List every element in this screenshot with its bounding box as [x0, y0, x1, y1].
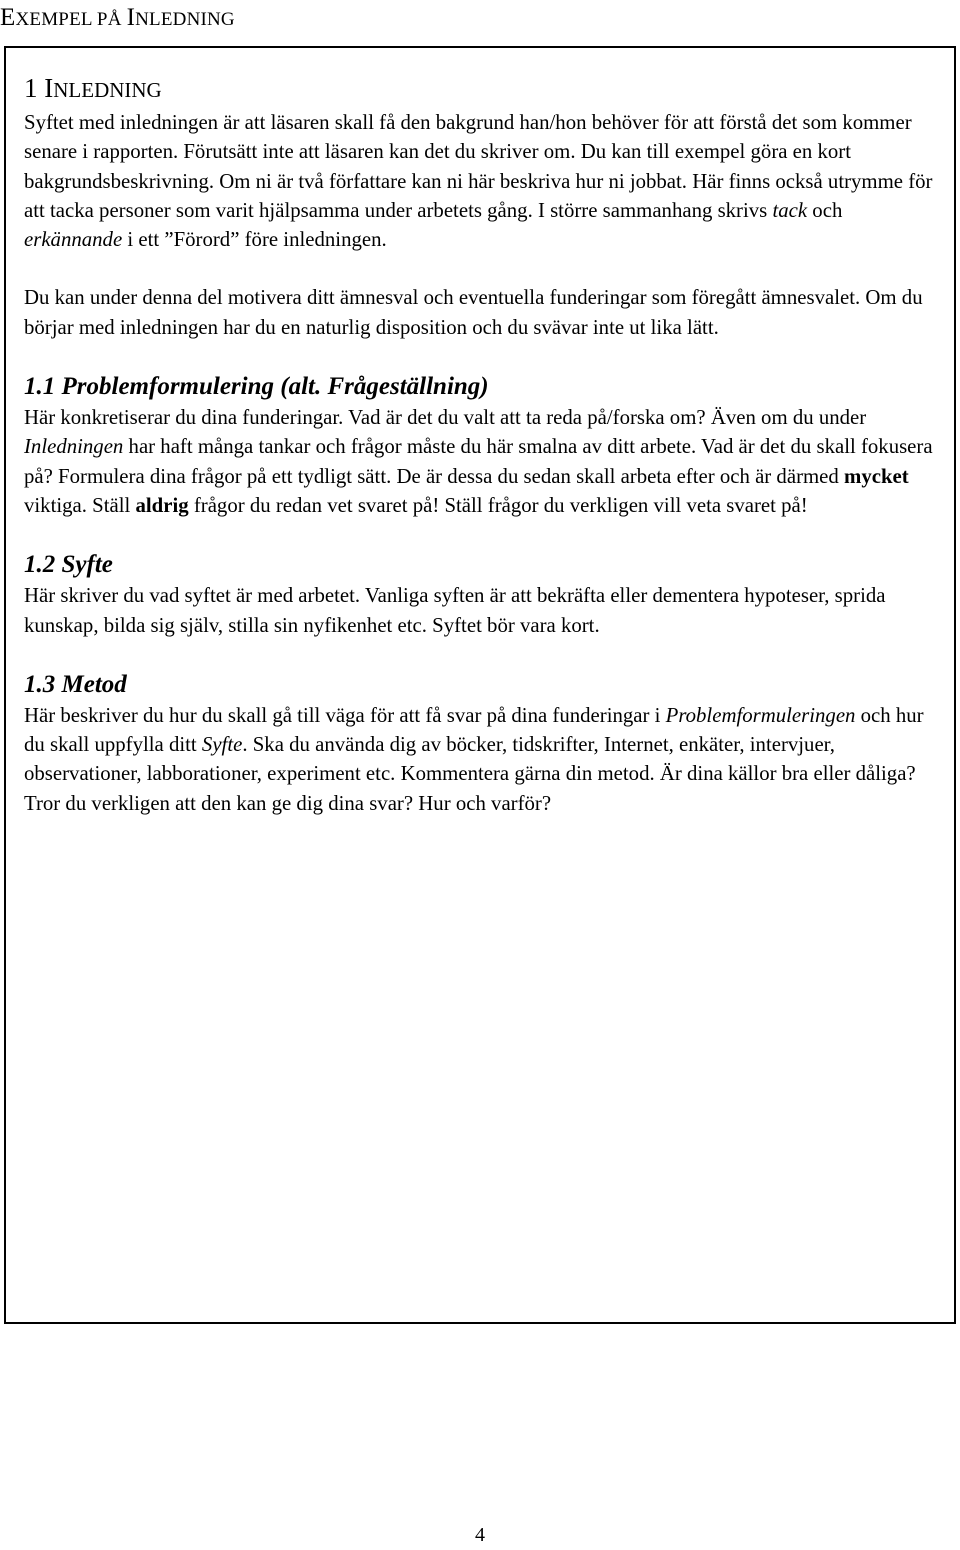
title-part-2: NLEDNING: [135, 9, 235, 30]
title-part-1: XEMPEL PÅ: [15, 9, 127, 30]
title-initial-e: E: [0, 4, 16, 31]
section-1-2-paragraph: Här skriver du vad syftet är med arbetet. Vanliga syften är att bekräfta eller dementera hypoteser, sprida kunskap, bilda sig själv, stilla sin nyfikenhet etc. Syftet bör vara kort.: [24, 584, 886, 637]
text-run: frågor du redan vet svaret på! Ställ frågor du verkligen vill veta svaret på!: [188, 493, 808, 517]
section-1-heading: [24, 70, 936, 108]
text-run: och hur du skall uppfylla ditt: [24, 703, 924, 757]
section-1-1-heading: 1.1 Problemformulering (alt. Frågeställning): [24, 373, 489, 401]
emphasis-tack: tack: [772, 198, 808, 222]
section-1-heading-number: 1 I: [24, 73, 54, 103]
text-run: har haft många tankar och frågor måste du här smalna av ditt arbete. Vad är det du skall fokusera på? Formulera dina frågor på ett tydligt sätt. De är dessa du sedan skall arbeta efter och är därmed: [24, 435, 933, 488]
text-run: och: [807, 198, 843, 222]
emphasis-syfte: Syfte: [201, 733, 243, 757]
section-1-1-paragraph: [24, 403, 936, 520]
section-1-paragraph-2: Du kan under denna del motivera ditt ämnesval och eventuella funderingar som föregått ämnesvalet. Om du börjar med inledningen har du en naturlig disposition och du svävar inte ut lika lätt.: [24, 286, 923, 339]
emphasis-erkannande: erkännande: [24, 228, 123, 252]
text-run: viktiga. Ställ: [24, 493, 136, 517]
text-run: Här beskriver du hur du skall gå till väga för att få svar på dina funderingar i: [24, 703, 666, 727]
text-run: Syftet med inledningen är att läsaren skall få den bakgrund han/hon behöver för att förstå det som kommer senare i rapporten. Förutsätt inte att läsaren kan det du skriver om. Du kan till exempel göra en kort bakgrundsbeskrivning. Om ni är två författare kan ni här beskriva hur ni jobbat. Här finns också utrymme för att tacka personer som varit hjälpsamma under arbetets gång. I större sammanhang skrivs: [24, 111, 933, 222]
strong-mycket: mycket: [844, 464, 909, 488]
emphasis-problemformuleringen: Problemformuleringen: [665, 703, 856, 727]
section-1-paragraph-1: [24, 108, 936, 254]
strong-aldrig: aldrig: [135, 493, 189, 517]
section-1-3-paragraph: [24, 701, 936, 818]
text-run: Här konkretiserar du dina funderingar. Vad är det du valt att ta reda på/forska om? Även om du under: [24, 406, 867, 430]
content-area: [24, 70, 936, 818]
page-number: 4: [475, 1524, 485, 1546]
section-1-3-heading: 1.3 Metod: [24, 670, 127, 698]
text-run: . Ska du använda dig av böcker, tidskrifter, Internet, enkäter, intervjuer, observationer, labborationer, experiment etc. Kommentera gärna din metod. Är dina källor bra eller dåliga? Tror du verkligen att den kan ge dig dina svar? Hur och varför?: [24, 733, 916, 815]
title-initial-i: I: [126, 4, 136, 31]
document-title: [0, 4, 235, 32]
section-1-2-heading: 1.2 Syfte: [24, 551, 113, 579]
section-1-heading-text: NLEDNING: [53, 78, 162, 102]
text-run: i ett ”Förord” före inledningen.: [122, 228, 387, 252]
emphasis-inledningen: Inledningen: [24, 435, 124, 459]
